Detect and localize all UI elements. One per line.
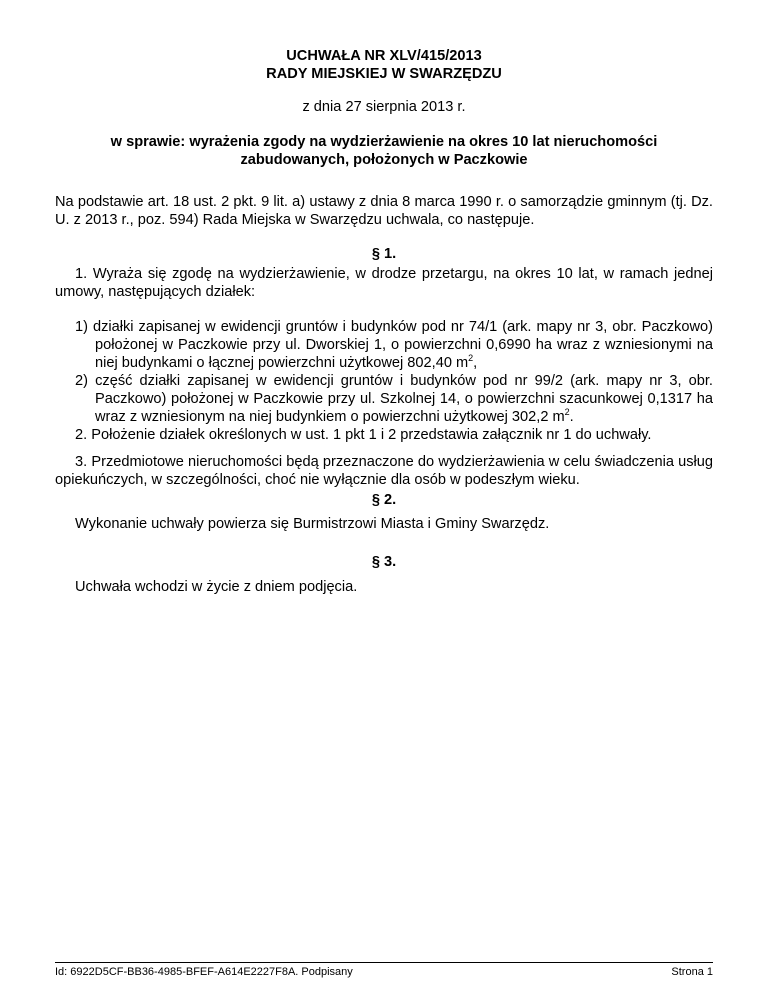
section-1-paragraph-2: 2. Położenie działek określonych w ust. 1 pkt 1 i 2 przedstawia załącznik nr 1 do uchwały. <box>75 427 652 443</box>
list-item-end: . <box>569 409 574 425</box>
resolution-council: RADY MIEJSKIEJ W SWARZĘDZU <box>266 66 502 82</box>
resolution-number: UCHWAŁA NR XLV/415/2013 <box>286 48 482 64</box>
list-item-number: 2) <box>75 373 88 389</box>
resolution-title <box>55 47 713 83</box>
subject-line-2: zabudowanych, położonych w Paczkowie <box>240 152 528 168</box>
list-item-content <box>75 372 713 426</box>
section-1-paragraph-1: 1. Wyraża się zgodę na wydzierżawienie, w drodze przetargu, na okres 10 lat, w ramach jednej umowy, następujących działek: <box>55 266 713 300</box>
list-item-end: , <box>473 355 478 371</box>
section-1-heading: § 1. <box>371 246 397 262</box>
document-page <box>55 0 713 994</box>
resolution-date: z dnia 27 sierpnia 2013 r. <box>302 99 466 115</box>
page-number: Strona 1 <box>671 966 713 978</box>
preamble: Na podstawie art. 18 ust. 2 pkt. 9 lit. a) ustawy z dnia 8 marca 1990 r. o samorządzie gminnym (tj. Dz. U. z 2013 r., poz. 594) Rada Miejska w Swarzędzu uchwala, co następuje. <box>55 194 713 228</box>
section-3-text: Uchwała wchodzi w życie z dniem podjęcia. <box>75 579 358 595</box>
list-item-text: działki zapisanej w ewidencji gruntów i budynków pod nr 74/1 (ark. mapy nr 3, obr. Paczkowo) położonej w Paczkowie przy ul. Dworskiej 1, o powierzchni 0,6990 ha wraz z wzniesionymi na niej budynkami o łącznej powierzchni użytkowej 802,40 m <box>92 319 713 371</box>
section-3-heading: § 3. <box>371 554 397 570</box>
superscript: 2 <box>468 353 474 364</box>
footer-divider <box>55 962 713 963</box>
subject-line-1: w sprawie: wyrażenia zgody na wydzierżawienie na okres 10 lat nieruchomości <box>110 134 658 150</box>
superscript: 2 <box>564 407 570 418</box>
section-2-heading: § 2. <box>371 492 397 508</box>
list-item <box>55 372 713 426</box>
document-id: Id: 6922D5CF-BB36-4985-BFEF-A614E2227F8A. Podpisany <box>55 966 353 978</box>
list-item-text: część działki zapisanej w ewidencji gruntów i budynków pod nr 99/2 (ark. mapy nr 3, obr. Paczkowo) położonej w Paczkowie przy ul. Szkolnej 14, o powierzchni szacunkowej 0,1317 ha wraz z wzniesionym na niej budynkiem o powierzchni użytkowej 302,2 m <box>95 373 713 425</box>
section-1-paragraph-3: 3. Przedmiotowe nieruchomości będą przeznaczone do wydzierżawienia w celu świadczenia usług opiekuńczych, w szczególności, choć nie wyłącznie dla osób w podeszłym wieku. <box>55 454 713 488</box>
list-item-content <box>75 318 713 372</box>
resolution-subject <box>55 133 713 169</box>
list-item-number: 1) <box>75 319 88 335</box>
list-item <box>55 318 713 372</box>
section-2-text: Wykonanie uchwały powierza się Burmistrzowi Miasta i Gminy Swarzędz. <box>75 516 550 532</box>
